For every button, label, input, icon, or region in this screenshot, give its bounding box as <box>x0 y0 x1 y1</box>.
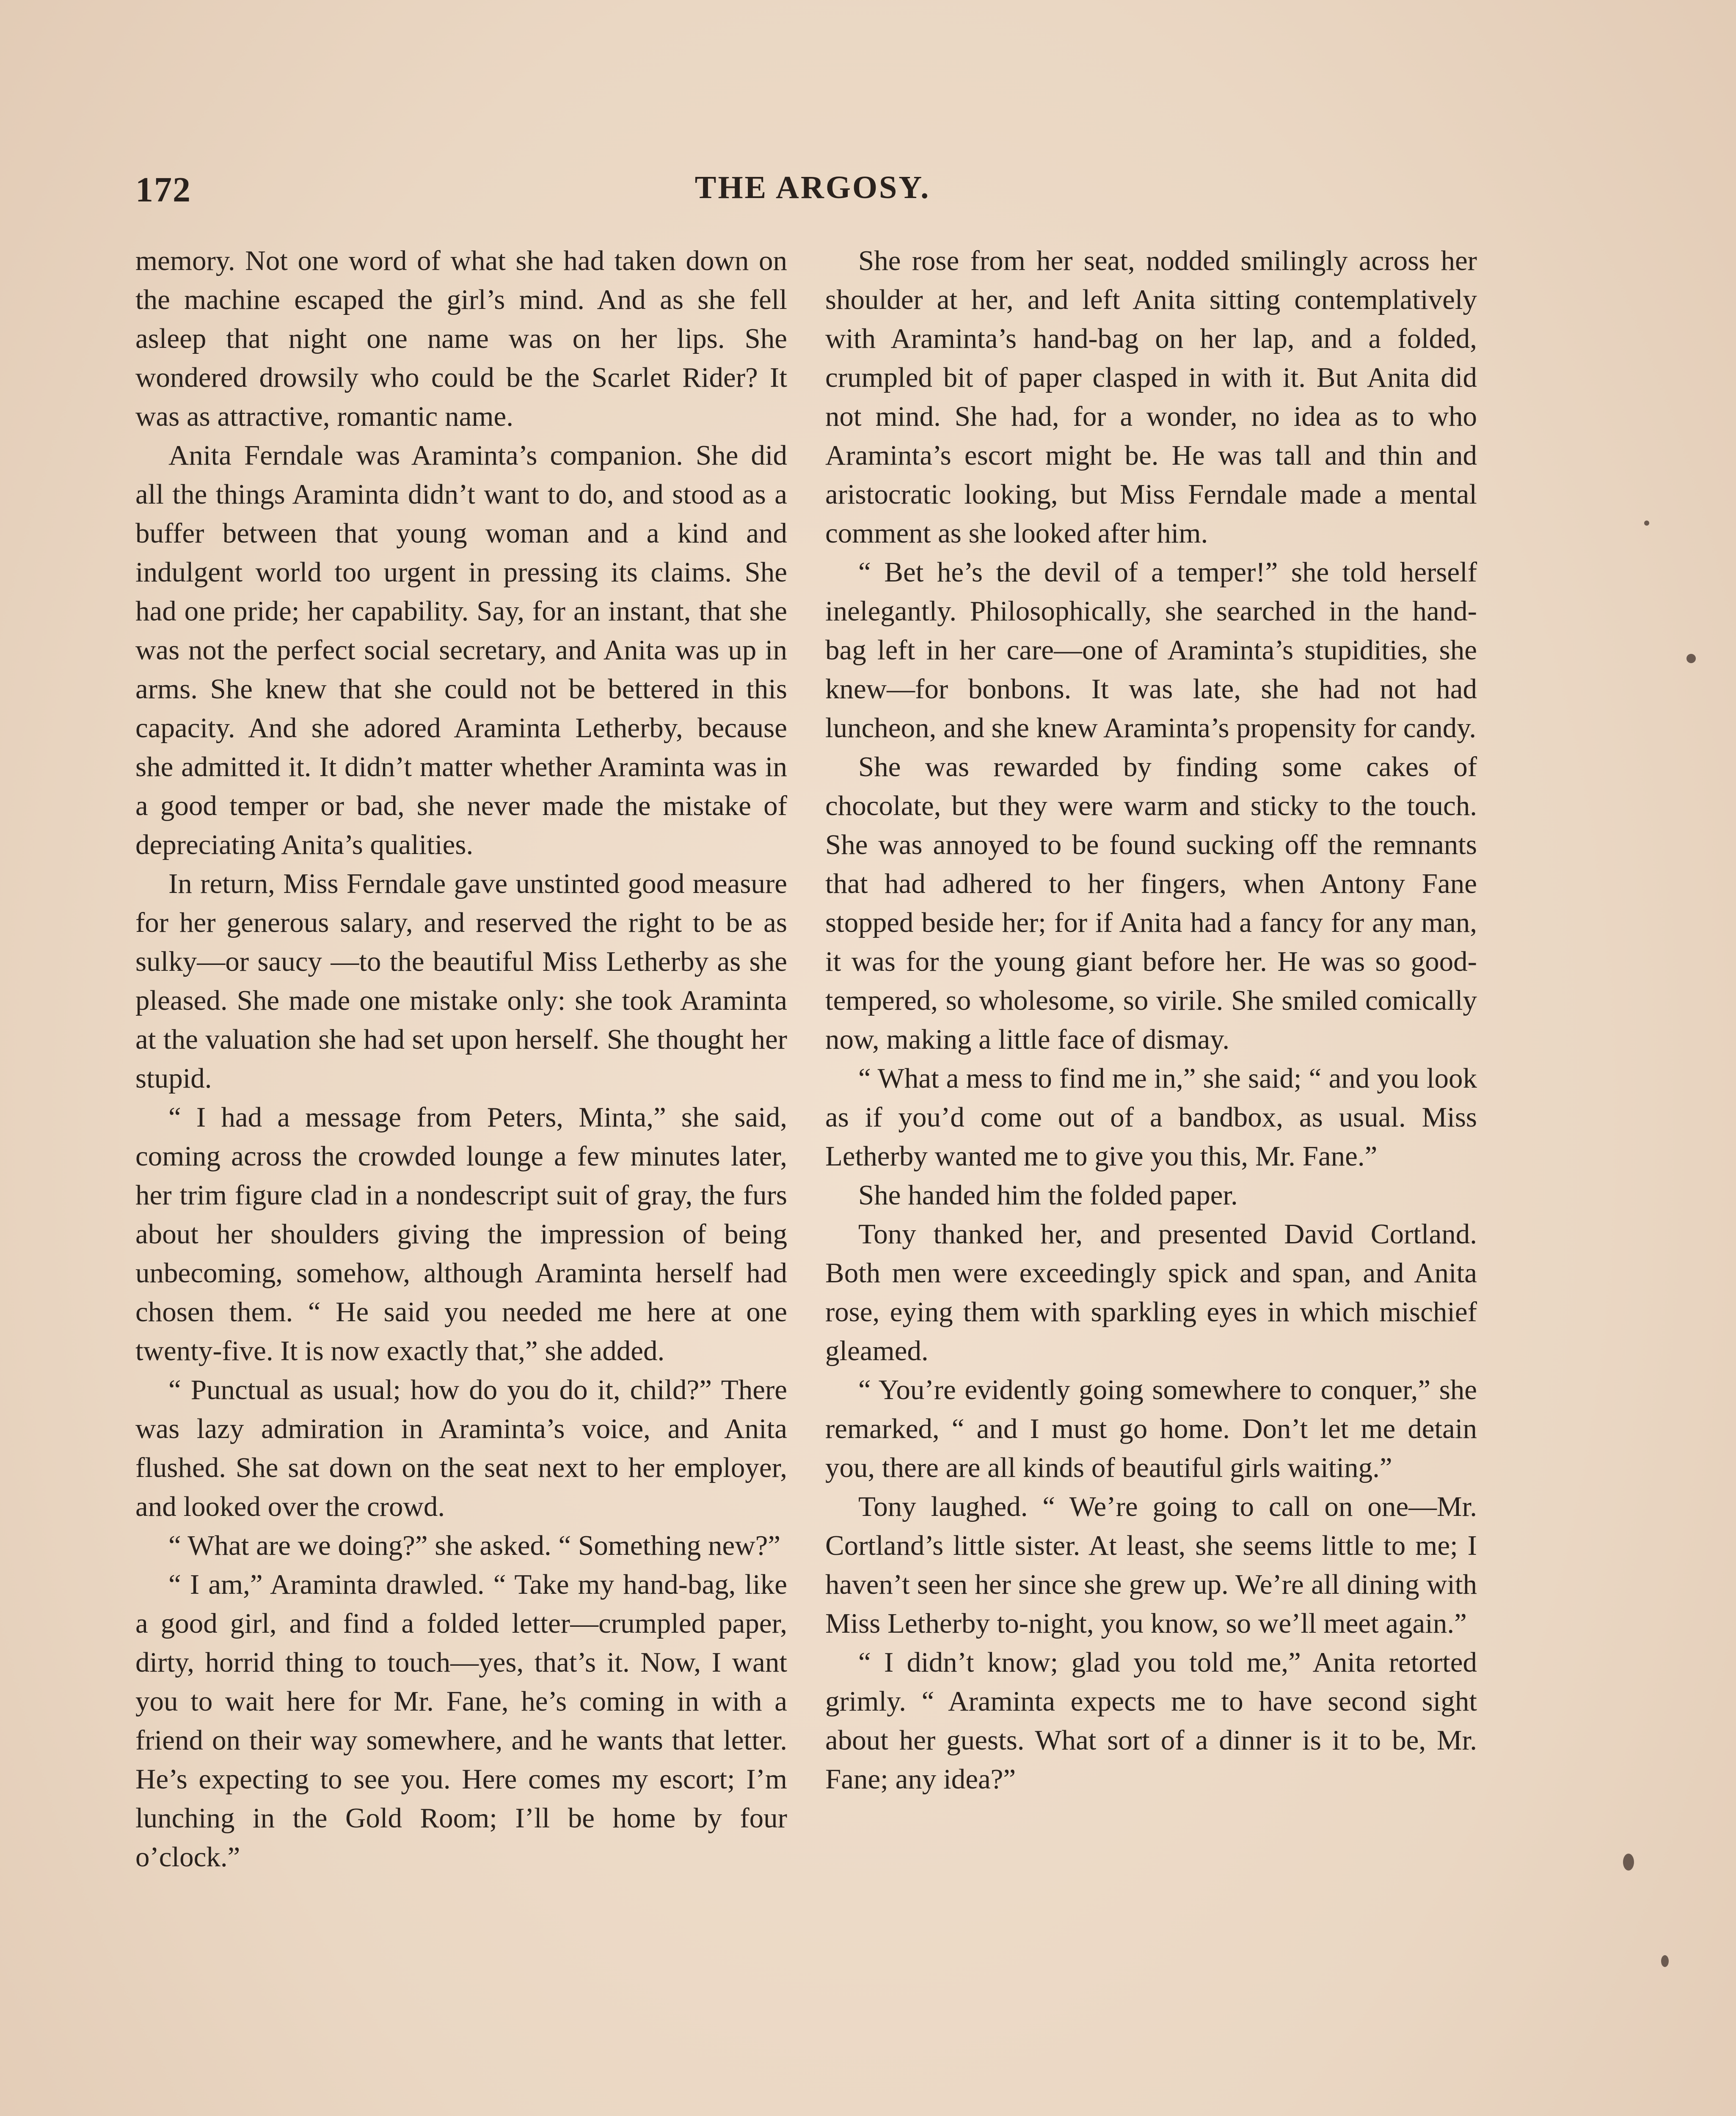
paragraph: “ Punctual as usual; how do you do it, child?” There was lazy admiration in Araminta’s voice, and Anita flushed. She sat down on the seat next to her employer, and looked over the crowd. <box>135 1374 787 1522</box>
paragraph: “ I am,” Araminta drawled. “ Take my hand-bag, like a good girl, and find a folded letter—crumpled paper, dirty, horrid thing to touch—yes, that’s it. Now, I want you to wait here for Mr. Fane, he’s coming in with a friend on their way somewhere, and he wants that letter. He’s expecting to see you. Here comes my escort; I’m lunching in the Gold Room; I’ll be home by four o’clock.” <box>135 1569 787 1873</box>
scan-speck <box>1623 1854 1634 1871</box>
running-head: THE ARGOSY. <box>694 170 931 205</box>
paragraph: Tony laughed. “ We’re going to call on one—Mr. Cortland’s little sister. At least, she seems little to me; I haven’t seen her since she grew up. We’re all dining with Miss Letherby to-night, you know, so we’ll meet again.” <box>825 1491 1477 1639</box>
paragraph: “ What a mess to find me in,” she said; “ and you look as if you’d come out of a bandbox, as usual. Miss Letherby wanted me to give you this, Mr. Fane.” <box>825 1063 1477 1172</box>
paragraph: memory. Not one word of what she had taken down on the machine escaped the girl’s mind. And as she fell asleep that night one name was on her lips. She wondered drowsily who could be the Scarlet Rider? It was as attractive, romantic name. <box>135 245 787 432</box>
paragraph: “ I had a message from Peters, Minta,” she said, coming across the crowded lounge a few minutes later, her trim figure clad in a nondescript suit of gray, the furs about her shoulders giving the impression of being unbecoming, somehow, although Araminta herself had chosen them. “ He said you needed me here at one twenty-five. It is now exactly that,” she added. <box>135 1102 787 1367</box>
paragraph: “ What are we doing?” she asked. “ Something new?” <box>168 1530 781 1561</box>
paragraph: She was rewarded by finding some cakes of chocolate, but they were warm and sticky to the touch. She was annoyed to be found sucking off the remnants that had adhered to her fingers, when Antony Fane stopped beside her; for if Anita had a fancy for any man, it was for the young giant before her. He was so good-tempered, so wholesome, so virile. She smiled comically now, making a little face of dismay. <box>825 751 1477 1055</box>
left-column <box>135 241 787 2116</box>
page-number: 172 <box>135 170 191 209</box>
page-header <box>135 169 1490 229</box>
paragraph: Tony thanked her, and presented David Cortland. Both men were exceedingly spick and span, and Anita rose, eying them with sparkling eyes in which mischief gleamed. <box>825 1218 1477 1367</box>
paragraph: She handed him the folded paper. <box>858 1179 1238 1211</box>
paragraph: Anita Ferndale was Araminta’s companion. She did all the things Araminta didn’t want to do, and stood as a buffer between that young woman and a kind and indulgent world too urgent in pressing its claims. She had one pride; her capability. Say, for an instant, that she was not the perfect social secretary, and Anita was up in arms. She knew that she could not be bettered in this capacity. And she adored Araminta Letherby, because she admitted it. It didn’t matter whether Araminta was in a good temper or bad, she never made the mistake of depreciating Anita’s qualities. <box>135 440 787 860</box>
scan-speck <box>1686 654 1696 663</box>
paragraph: “ Bet he’s the devil of a temper!” she told herself inelegantly. Philosophically, she searched in the hand-bag left in her care—one of Araminta’s stupidities, she knew—for bonbons. It was late, she had not had luncheon, and she knew Araminta’s propensity for candy. <box>825 557 1477 744</box>
paragraph: “ You’re evidently going somewhere to conquer,” she remarked, “ and I must go home. Don’t let me detain you, there are all kinds of beautiful girls waiting.” <box>825 1374 1477 1483</box>
right-column <box>825 241 1477 2116</box>
paragraph: She rose from her seat, nodded smilingly across her shoulder at her, and left Anita sitting contemplatively with Araminta’s hand-bag on her lap, and a folded, crumpled bit of paper clasped in with it. But Anita did not mind. She had, for a wonder, no idea as to who Araminta’s escort might be. He was tall and thin and aristocratic looking, but Miss Ferndale made a mental comment as she looked after him. <box>825 245 1477 549</box>
paragraph: In return, Miss Ferndale gave unstinted good measure for her generous salary, and reserved the right to be as sulky—or saucy —to the beautiful Miss Letherby as she pleased. She made one mistake only: she took Araminta at the valuation she had set upon herself. She thought her stupid. <box>135 868 787 1094</box>
paragraph: “ I didn’t know; glad you told me,” Anita retorted grimly. “ Araminta expects me to have second sight about her guests. What sort of a dinner is it to be, Mr. Fane; any idea?” <box>825 1647 1477 1795</box>
scan-speck <box>1661 1955 1669 1967</box>
scan-speck <box>1644 521 1649 526</box>
